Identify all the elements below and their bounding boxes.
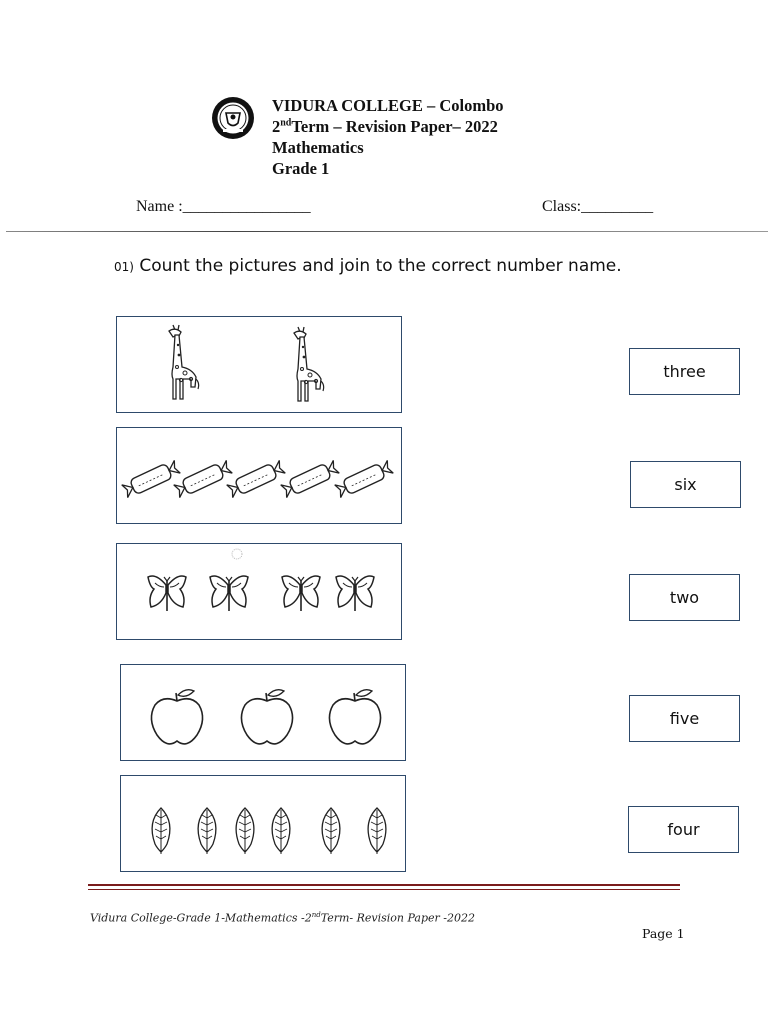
leaf-icon	[198, 808, 216, 854]
leaf-icon	[236, 808, 254, 854]
butterfly-icon	[148, 576, 186, 611]
class-field[interactable]: Class:_________	[542, 198, 654, 215]
question-number: 01)	[114, 260, 134, 274]
header-divider	[6, 231, 768, 232]
number-name-five[interactable]: five	[629, 695, 740, 742]
number-name-three[interactable]: three	[629, 348, 740, 395]
candy-icon	[121, 459, 180, 498]
candy-icon	[173, 459, 232, 498]
leaf-icon	[322, 808, 340, 854]
number-name-four[interactable]: four	[628, 806, 739, 853]
footer-caption: Vidura College-Grade 1-Mathematics -2ndTerm- Revision Paper -2022	[90, 911, 475, 925]
picture-box-giraffes	[116, 316, 402, 413]
candy-icon	[334, 459, 393, 498]
picture-box-leaves	[120, 775, 406, 872]
apple-icon	[241, 690, 292, 744]
name-field[interactable]: Name :________________	[136, 198, 311, 215]
college-crest-icon	[211, 96, 255, 140]
picture-box-apples	[120, 664, 406, 761]
giraffe-icon	[169, 325, 199, 399]
subject-title: Mathematics	[272, 138, 364, 157]
page-number: Page 1	[642, 926, 685, 941]
picture-box-butterflies	[116, 543, 402, 640]
leaf-icon	[368, 808, 386, 854]
number-name-six[interactable]: six	[630, 461, 741, 508]
leaf-icon	[152, 808, 170, 854]
grade-title: Grade 1	[272, 159, 330, 178]
butterfly-icon	[336, 576, 374, 611]
school-name: VIDURA COLLEGE – Colombo	[272, 96, 504, 115]
butterfly-icon	[282, 576, 320, 611]
giraffe-icon	[294, 327, 324, 401]
term-title: 2ndTerm – Revision Paper– 2022	[272, 117, 498, 136]
picture-box-candies	[116, 427, 402, 524]
question-instruction: 01) Count the pictures and join to the correct number name.	[114, 256, 622, 276]
footer-divider-thin	[88, 889, 680, 890]
leaf-icon	[272, 808, 290, 854]
number-name-two[interactable]: two	[629, 574, 740, 621]
candy-icon	[226, 459, 285, 498]
apple-icon	[329, 690, 380, 744]
candy-icon	[280, 459, 339, 498]
butterfly-icon	[210, 576, 248, 611]
apple-icon	[151, 690, 202, 744]
footer-divider	[88, 884, 680, 886]
